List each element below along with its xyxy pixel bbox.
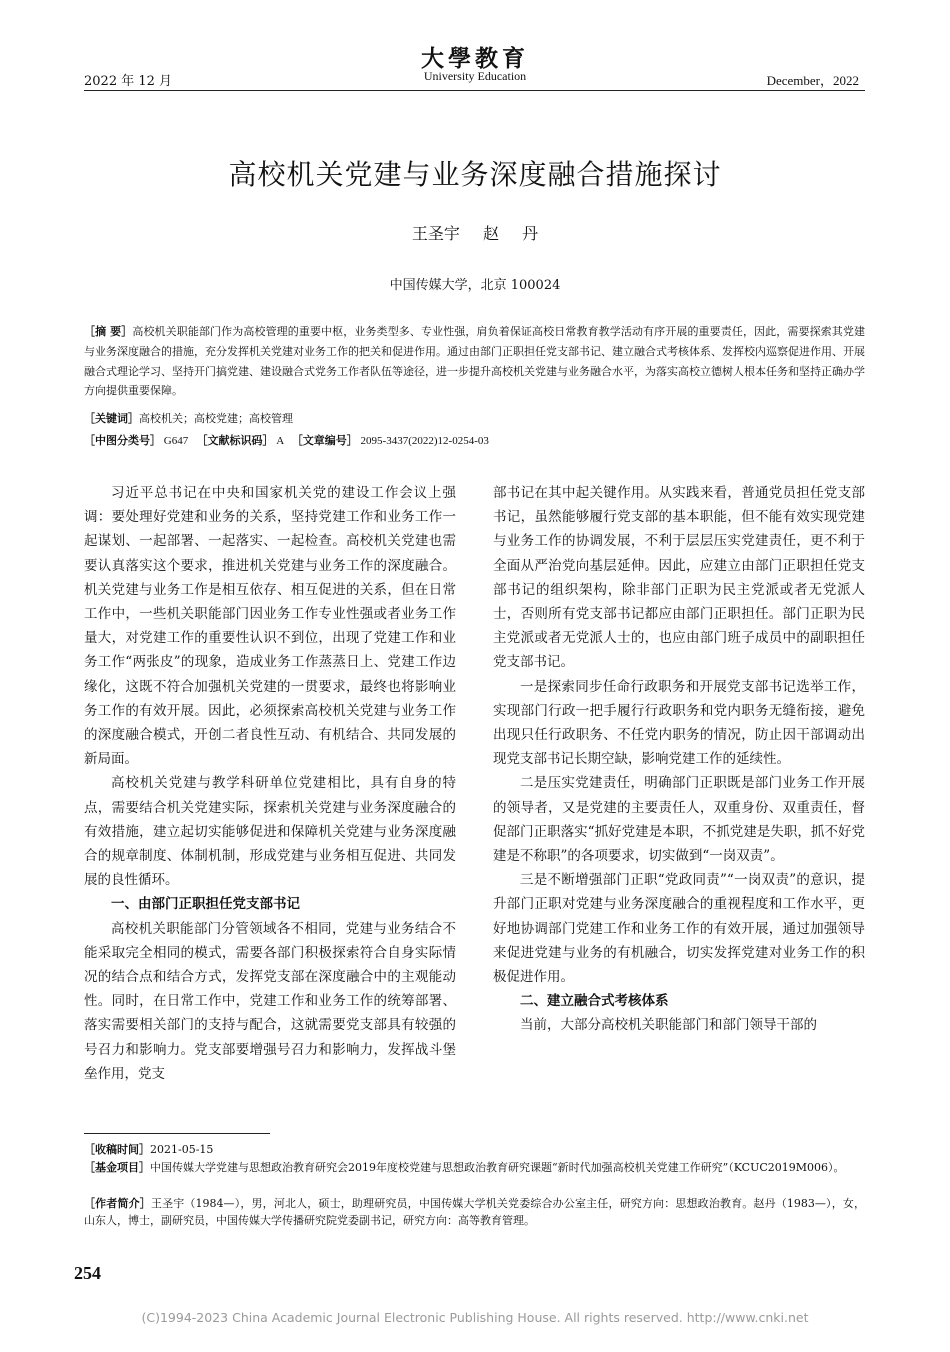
article-authors: 王圣宇 赵 丹 (411, 224, 539, 243)
footnote-received (84, 1141, 865, 1158)
journal-logo: 大學教育 (421, 45, 529, 72)
header-rule (84, 90, 865, 91)
body-paragraph: 三是不断增强部门正职“党政同责”“一岗双责”的意识，提升部门正职对党建与业务深度融合的重视程度和工作水平，更好地协调部门党建工作和业务工作的有效开展，通过加强领导来促进党建与业务的有机融合，切实发挥党建对业务工作的积极促进作用。 (493, 872, 865, 986)
body-paragraph: 部书记在其中起关键作用。从实践来看，普通党员担任党支部书记，虽然能够履行党支部的基本职能，但不能有效实现党建与业务工作的协调发展，不利于层层压实党建责任，更不利于全面从严治党向基层延伸。因此，应建立由部门正职担任党支部书记的组织架构，除非部门正职为民主党派或者无党派人士，否则所有党支部书记都应由部门正职担任。部门正职为民主党派或者无党派人士的，也应由部门班子成员中的副职担任党支部书记。 (493, 485, 865, 671)
issue-date-cn: 2022 年 12 月 (84, 74, 173, 89)
clc-label: ［中图分类号］ (84, 434, 161, 447)
clc-value: G647 (163, 435, 189, 447)
body-paragraph: 高校机关职能部门分管领域各不相同，党建与业务结合不能采取完全相同的模式，需要各部门积极探索符合自身实际情况的结合点和结合方式，发挥党支部在深度融合中的主观能动性。同时，在日常工作中，党建工作和业务工作的统筹部署、落实需要相关部门的支持与配合，这就需要党支部具有较强的号召力和影响力。党支部要增强号召力和影响力，发挥战斗堡垒作用，党支 (84, 920, 456, 1082)
section-heading-1: 一、由部门正职担任党支部书记 (111, 896, 300, 913)
body-paragraph: 一是探索同步任命行政职务和开展党支部书记选举工作，实现部门行政一把手履行行政职务和党内职务无缝衔接，避免出现只任行政职务、不任党内职务的情况，防止因干部调动出现党支部书记长期空缺，影响党建工作的延续性。 (493, 678, 865, 768)
abstract (84, 322, 865, 401)
copyright-watermark: (C)1994-2023 China Academic Journal Electronic Publishing House. All rights reserved. http://www.cnki.net (141, 1310, 809, 1325)
article-title: 高校机关党建与业务深度融合措施探讨 (228, 158, 722, 191)
journal-name-en: University Education (423, 69, 527, 83)
doc-code-value: A (276, 435, 284, 447)
fund-value: 中国传媒大学党建与思想政治教育研究会2019年度校党建与思想政治教育研究课题“新时代加强高校机关党建工作研究”（KCUC2019M006）。 (150, 1161, 845, 1174)
author-bio-label: ［作者简介］ (84, 1197, 151, 1210)
body-column-right (493, 481, 865, 1038)
footnote-rule (84, 1133, 270, 1134)
issue-date-en: December，2022 (766, 73, 859, 88)
author-affiliation: 中国传媒大学，北京 100024 (389, 278, 561, 293)
keywords (84, 410, 865, 426)
section-heading-2: 二、建立融合式考核体系 (520, 993, 669, 1010)
abstract-text: 高校机关职能部门作为高校管理的重要中枢，业务类型多、专业性强，肩负着保证高校日常教育教学活动有序开展的重要责任，因此，需要探索其党建与业务深度融合的措施，充分发挥机关党建对业务工作的把关和促进作用。通过由部门正职担任党支部书记、建立融合式考核体系、发挥校内巡察促进作用、开展融合式理论学习、坚持开门搞党建、建设融合式党务工作者队伍等途径，进一步提升高校机关党建与业务融合水平，为落实高校立德树人根本任务和坚持正确办学方向提供重要保障。 (84, 325, 865, 398)
page-number: 254 (74, 1263, 101, 1283)
body-column-left (84, 481, 456, 1086)
article-number-value: 2095-3437(2022)12-0254-03 (360, 435, 489, 447)
keywords-text: 高校机关；高校党建；高校管理 (139, 412, 293, 425)
classification-line (84, 432, 865, 448)
received-label: ［收稿时间］ (84, 1143, 150, 1156)
footnote-fund (84, 1159, 865, 1176)
article-number-label: ［文章编号］ (291, 434, 358, 447)
body-paragraph: 二是压实党建责任，明确部门正职既是部门业务工作开展的领导者，又是党建的主要责任人，双重身份、双重责任，督促部门正职落实“抓好党建是本职，不抓党建是失职，抓不好党建是不称职”的各项要求，切实做到“一岗双责”。 (493, 775, 865, 865)
keywords-label: ［关键词］ (84, 412, 139, 425)
abstract-label: ［摘 要］ (84, 325, 133, 338)
body-paragraph: 高校机关党建与教学科研单位党建相比，具有自身的特点，需要结合机关党建实际，探索机关党建与业务深度融合的有效措施，建立起切实能够促进和保障机关党建与业务深度融合的规章制度、体制机制，形成党建与业务相互促进、共同发展的良性循环。 (84, 775, 456, 889)
fund-label: ［基金项目］ (84, 1161, 150, 1174)
author-bio-value: 王圣宇（1984—），男，河北人，硕士，助理研究员，中国传媒大学机关党委综合办公室主任，研究方向：思想政治教育。赵丹（1983—），女，山东人，博士，副研究员，中国传媒大学传播研究院党委副书记，研究方向：高等教育管理。 (84, 1197, 866, 1227)
received-value: 2021-05-15 (150, 1143, 214, 1156)
footnote-author (84, 1195, 865, 1229)
body-paragraph: 当前，大部分高校机关职能部门和部门领导干部的 (520, 1017, 817, 1034)
doc-code-label: ［文献标识码］ (196, 434, 274, 447)
body-paragraph: 习近平总书记在中央和国家机关党的建设工作会议上强调：要处理好党建和业务的关系，坚持党建工作和业务工作一起谋划、一起部署、一起落实、一起检查。高校机关党建也需要认真落实这个要求，推进机关党建与业务工作的深度融合。机关党建与业务工作是相互依存、相互促进的关系，但在日常工作中，一些机关职能部门因业务工作专业性强或者业务工作量大，对党建工作的重要性认识不到位，出现了党建工作和业务工作“两张皮”的现象，造成业务工作蒸蒸日上、党建工作边缘化，这既不符合加强机关党建的一贯要求，最终也将影响业务工作的有效开展。因此，必须探索高校机关党建与业务工作的深度融合模式，开创二者良性互动、有机结合、共同发展的新局面。 (84, 485, 456, 768)
